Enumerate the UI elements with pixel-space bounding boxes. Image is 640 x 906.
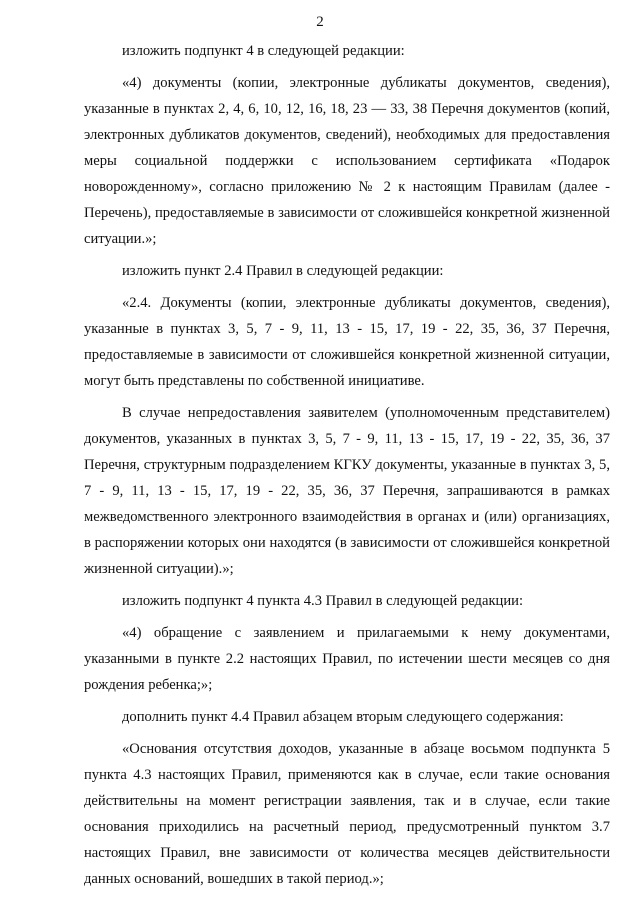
paragraph-4: «2.4. Документы (копии, электронные дубликаты документов, сведения), указанные в пунктах 3, 5, 7 - 9, 11, 13 - 15, 17, 19 - 22, 35, 36, 37 Перечня, предоставляемые в зависимости от сложившейся конкретной жизненной ситуации, могут быть представлены по собственной инициативе. — [84, 295, 610, 389]
document-body — [84, 38, 610, 898]
paragraph-5: В случае непредоставления заявителем (уполномоченным представителем) документов, указанных в пунктах 3, 5, 7 - 9, 11, 13 - 15, 17, 19 - 22, 35, 36, 37 Перечня, структурным подразделением КГКУ документы, указанные в пунктах 3, 5, 7 - 9, 11, 13 - 15, 17, 19 - 22, 35, 36, 37 Перечня, запрашиваются в рамках межведомственного электронного взаимодействия в органах и (или) организациях, в распоряжении которых они находятся (в зависимости от сложившейся конкретной жизненной ситуации).»; — [84, 405, 610, 577]
page-number: 2 — [316, 14, 324, 30]
paragraph-6: изложить подпункт 4 пункта 4.3 Правил в следующей редакции: — [122, 593, 524, 609]
paragraph-2: «4) документы (копии, электронные дубликаты документов, сведения), указанные в пунктах 2, 4, 6, 10, 12, 16, 18, 23 — 33, 38 Перечня документов (копий, электронных дубликатов документов, сведений), необходимых для предоставления меры социальной поддержки с использованием сертификата «Подарок новорожденному», согласно приложению № 2 к настоящим Правилам (далее - Перечень), предоставляемые в зависимости от сложившейся конкретной жизненной ситуации.»; — [84, 75, 610, 247]
paragraph-1: изложить подпункт 4 в следующей редакции: — [122, 43, 405, 59]
paragraph-9: «Основания отсутствия доходов, указанные в абзаце восьмом подпункта 5 пункта 4.3 настоящих Правил, применяются как в случае, если такие основания действительны на момент регистрации заявления, так и в случае, если такие основания приходились на расчетный период, предусмотренный пунктом 3.7 настоящих Правил, вне зависимости от количества месяцев действительности данных оснований, вошедших в такой период.»; — [84, 741, 610, 887]
paragraph-3: изложить пункт 2.4 Правил в следующей редакции: — [122, 263, 444, 279]
paragraph-7: «4) обращение с заявлением и прилагаемыми к нему документами, указанными в пункте 2.2 настоящих Правил, по истечении шести месяцев со дня рождения ребенка;»; — [84, 625, 610, 693]
paragraph-8: дополнить пункт 4.4 Правил абзацем вторым следующего содержания: — [122, 709, 564, 725]
